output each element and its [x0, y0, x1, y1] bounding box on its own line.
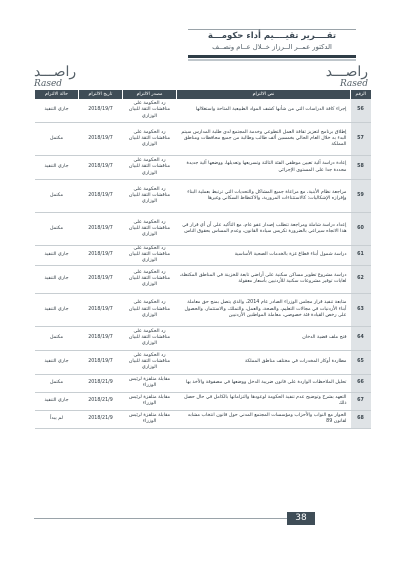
table-row	[35, 246, 371, 266]
logo-arabic-text: راصـــد	[325, 64, 368, 80]
table-row	[35, 99, 371, 123]
status-cell: جاري التنفيذ	[35, 293, 79, 326]
column-header-source: مصدر الالتزام	[123, 90, 177, 99]
status-cell: مكتمل	[35, 180, 79, 213]
number-cell: 57	[351, 123, 371, 156]
status-cell: جاري التنفيذ	[35, 246, 79, 266]
logo-english-text: Rased	[339, 79, 368, 89]
date-cell: 2018/19/7	[79, 293, 123, 326]
column-header-text: نص الالتزام	[177, 90, 351, 99]
commitment-text-cell: مطاردة أوكار المخدرات في مختلف مناطق المملكة	[177, 350, 351, 374]
commitment-text-cell: متابعة تنفيذ قرار مجلس الوزراء الصادر عام 2014، والذي يتصل بمنح حق معاملة أبناء الأردنيات في مجالات التعليم، والصحة، والعمل، والتملك، والاستثمار، والحصول على رخص القيادة فئة خصوصي، معاملة المواطنين الأردنيين	[177, 293, 351, 326]
source-cell: مقابلة متلفزة لرئيس الوزراء	[123, 374, 177, 392]
status-cell: جاري التنفيذ	[35, 156, 79, 180]
source-cell: رد الحكومة على مناقشات الثقة للبيان الوزاري	[123, 246, 177, 266]
page-number: 38	[287, 512, 315, 525]
table-row	[35, 265, 371, 293]
rased-logo-right	[322, 65, 368, 89]
status-cell: لم يبدأ	[35, 410, 79, 428]
report-title-box	[188, 29, 356, 56]
date-cell: 2018/21/9	[79, 410, 123, 428]
number-cell: 68	[351, 410, 371, 428]
number-cell: 62	[351, 265, 371, 293]
table-header-row	[35, 90, 371, 99]
date-cell: 2018/19/7	[79, 99, 123, 123]
column-header-number: الرقم	[351, 90, 371, 99]
status-cell: مكتمل	[35, 326, 79, 350]
source-cell: رد الحكومة على مناقشات الثقة للبيان الوزاري	[123, 156, 177, 180]
status-cell: جاري التنفيذ	[35, 350, 79, 374]
logo-english-text: Rased	[34, 79, 63, 89]
number-cell: 61	[351, 246, 371, 266]
date-cell: 2018/21/9	[79, 374, 123, 392]
status-cell: مكتمل	[35, 213, 79, 246]
footer-rule	[34, 518, 287, 519]
source-cell: مقابلة متلفزة لرئيس الوزراء	[123, 410, 177, 428]
commitment-text-cell: تحليل الملاحظات الواردة على قانون ضريبة الدخل ووضعها في مصفوفة والأخذ بها	[177, 374, 351, 392]
commitment-text-cell: دراسة شمول أبناء قطاع غزة بالخدمات الصحية الأساسية	[177, 246, 351, 266]
number-cell: 58	[351, 156, 371, 180]
source-cell: رد الحكومة على مناقشات الثقة للبيان الوزاري	[123, 293, 177, 326]
table-row	[35, 410, 371, 428]
table-row	[35, 156, 371, 180]
commitment-text-cell: مراجعة نظام الأبنية، مع مراعاة جميع المشاكل والتحديات التي ترتبط بعملية البناء وإفرازه الإشكاليات: كالاستثناءات المرورية، والاكتظاظ السكاني وغيرها	[177, 180, 351, 213]
table-row	[35, 392, 371, 410]
table-row	[35, 350, 371, 374]
status-cell: جاري التنفيذ	[35, 265, 79, 293]
commitment-text-cell: إعادة دراسة آلية تعيين موظفي الفئة الثالثة وتسريعها وتعديلها، ووضعها آلية جديدة محددة جدا على المستوى الإجرائي	[177, 156, 351, 180]
table-body	[35, 99, 371, 428]
table-row	[35, 123, 371, 156]
source-cell: رد الحكومة على مناقشات الثقة للبيان الوزاري	[123, 123, 177, 156]
date-cell: 2018/19/7	[79, 265, 123, 293]
logo-arabic-text: راصـــد	[34, 64, 77, 80]
status-cell: جاري التنفيذ	[35, 99, 79, 123]
table-row	[35, 326, 371, 350]
number-cell: 65	[351, 350, 371, 374]
report-subtitle: الدكتور عمــر الــرزاز خــلال عــام ونصــف	[212, 43, 332, 51]
number-cell: 67	[351, 392, 371, 410]
commitment-text-cell: الحوار مع النواب والأحزاب ومؤسسات المجتمع المدني حول قانون انتخاب مشابه لقانون 89	[177, 410, 351, 428]
number-cell: 63	[351, 293, 371, 326]
source-cell: رد الحكومة على مناقشات الثقة للبيان الوزاري	[123, 326, 177, 350]
date-cell: 2018/19/7	[79, 156, 123, 180]
date-cell: 2018/19/7	[79, 326, 123, 350]
header-bar	[188, 55, 356, 58]
date-cell: 2018/19/7	[79, 246, 123, 266]
date-cell: 2018/19/7	[79, 180, 123, 213]
number-cell: 60	[351, 213, 371, 246]
commitment-text-cell: فتح ملف قضية الدخان	[177, 326, 351, 350]
source-cell: رد الحكومة على مناقشات الثقة للبيان الوزاري	[123, 99, 177, 123]
date-cell: 2018/21/9	[79, 392, 123, 410]
date-cell: 2018/19/7	[79, 123, 123, 156]
commitment-text-cell: التعهد بشرح وتوضيح عدم تنفيذ الحكومة لوعودها والتزاماتها بالكامل في حال حصل ذلك	[177, 392, 351, 410]
date-cell: 2018/19/7	[79, 213, 123, 246]
table-row	[35, 180, 371, 213]
number-cell: 59	[351, 180, 371, 213]
table-row	[35, 293, 371, 326]
status-cell: مكتمل	[35, 123, 79, 156]
table-row	[35, 374, 371, 392]
status-cell: مكتمل	[35, 374, 79, 392]
source-cell: رد الحكومة على مناقشات الثقة للبيان الوزاري	[123, 213, 177, 246]
report-title: تقــــرير تقيــــيم أداء حكومـــة	[207, 31, 337, 41]
source-cell: رد الحكومة على مناقشات الثقة للبيان الوزاري	[123, 265, 177, 293]
status-cell: جاري التنفيذ	[35, 392, 79, 410]
column-header-date: تاريخ الالتزام	[79, 90, 123, 99]
source-cell: مقابلة متلفزة لرئيس الوزراء	[123, 392, 177, 410]
table-row	[35, 213, 371, 246]
header-bar-light	[188, 59, 356, 61]
rased-logo-left	[34, 65, 76, 89]
number-cell: 56	[351, 99, 371, 123]
commitment-text-cell: إجراء كافة الدراسات التي من شأنها كشف المواد الطبيعية المتاحة واستغلالها	[177, 99, 351, 123]
commitment-text-cell: إطلاق برنامج لتعزيز ثقافة العمل التطوعي وخدمة المجتمع لدى طلبة المدارس سيتم البدء به خلال العام الحالي بخمسين ألف طالب وطالبة من جميع محافظات ومناطق المملكة	[177, 123, 351, 156]
commitment-text-cell: إعداد دراسة شاملة ومراجعة تتطلب إصدار عفو عام، مع التأكيد على أن أي قرار في هذا الاتجاه سيراعي بالضرورة تكريس سيادة القانون، وعدم المساس بحقوق الناس	[177, 213, 351, 246]
source-cell: رد الحكومة على مناقشات الثقة للبيان الوزاري	[123, 180, 177, 213]
number-cell: 66	[351, 374, 371, 392]
commitment-text-cell: دراسة مشروع تطوير مساكن سكنية على أراضي تابعة للخزينة في المناطق المكتظة، لغايات توفير مشروعات سكنية للأردنيين بأسعار معقولة	[177, 265, 351, 293]
commitments-table	[34, 90, 371, 429]
date-cell: 2018/19/7	[79, 350, 123, 374]
source-cell: رد الحكومة على مناقشات الثقة للبيان الوزاري	[123, 350, 177, 374]
number-cell: 64	[351, 326, 371, 350]
column-header-status: حالة الالتزام	[35, 90, 79, 99]
